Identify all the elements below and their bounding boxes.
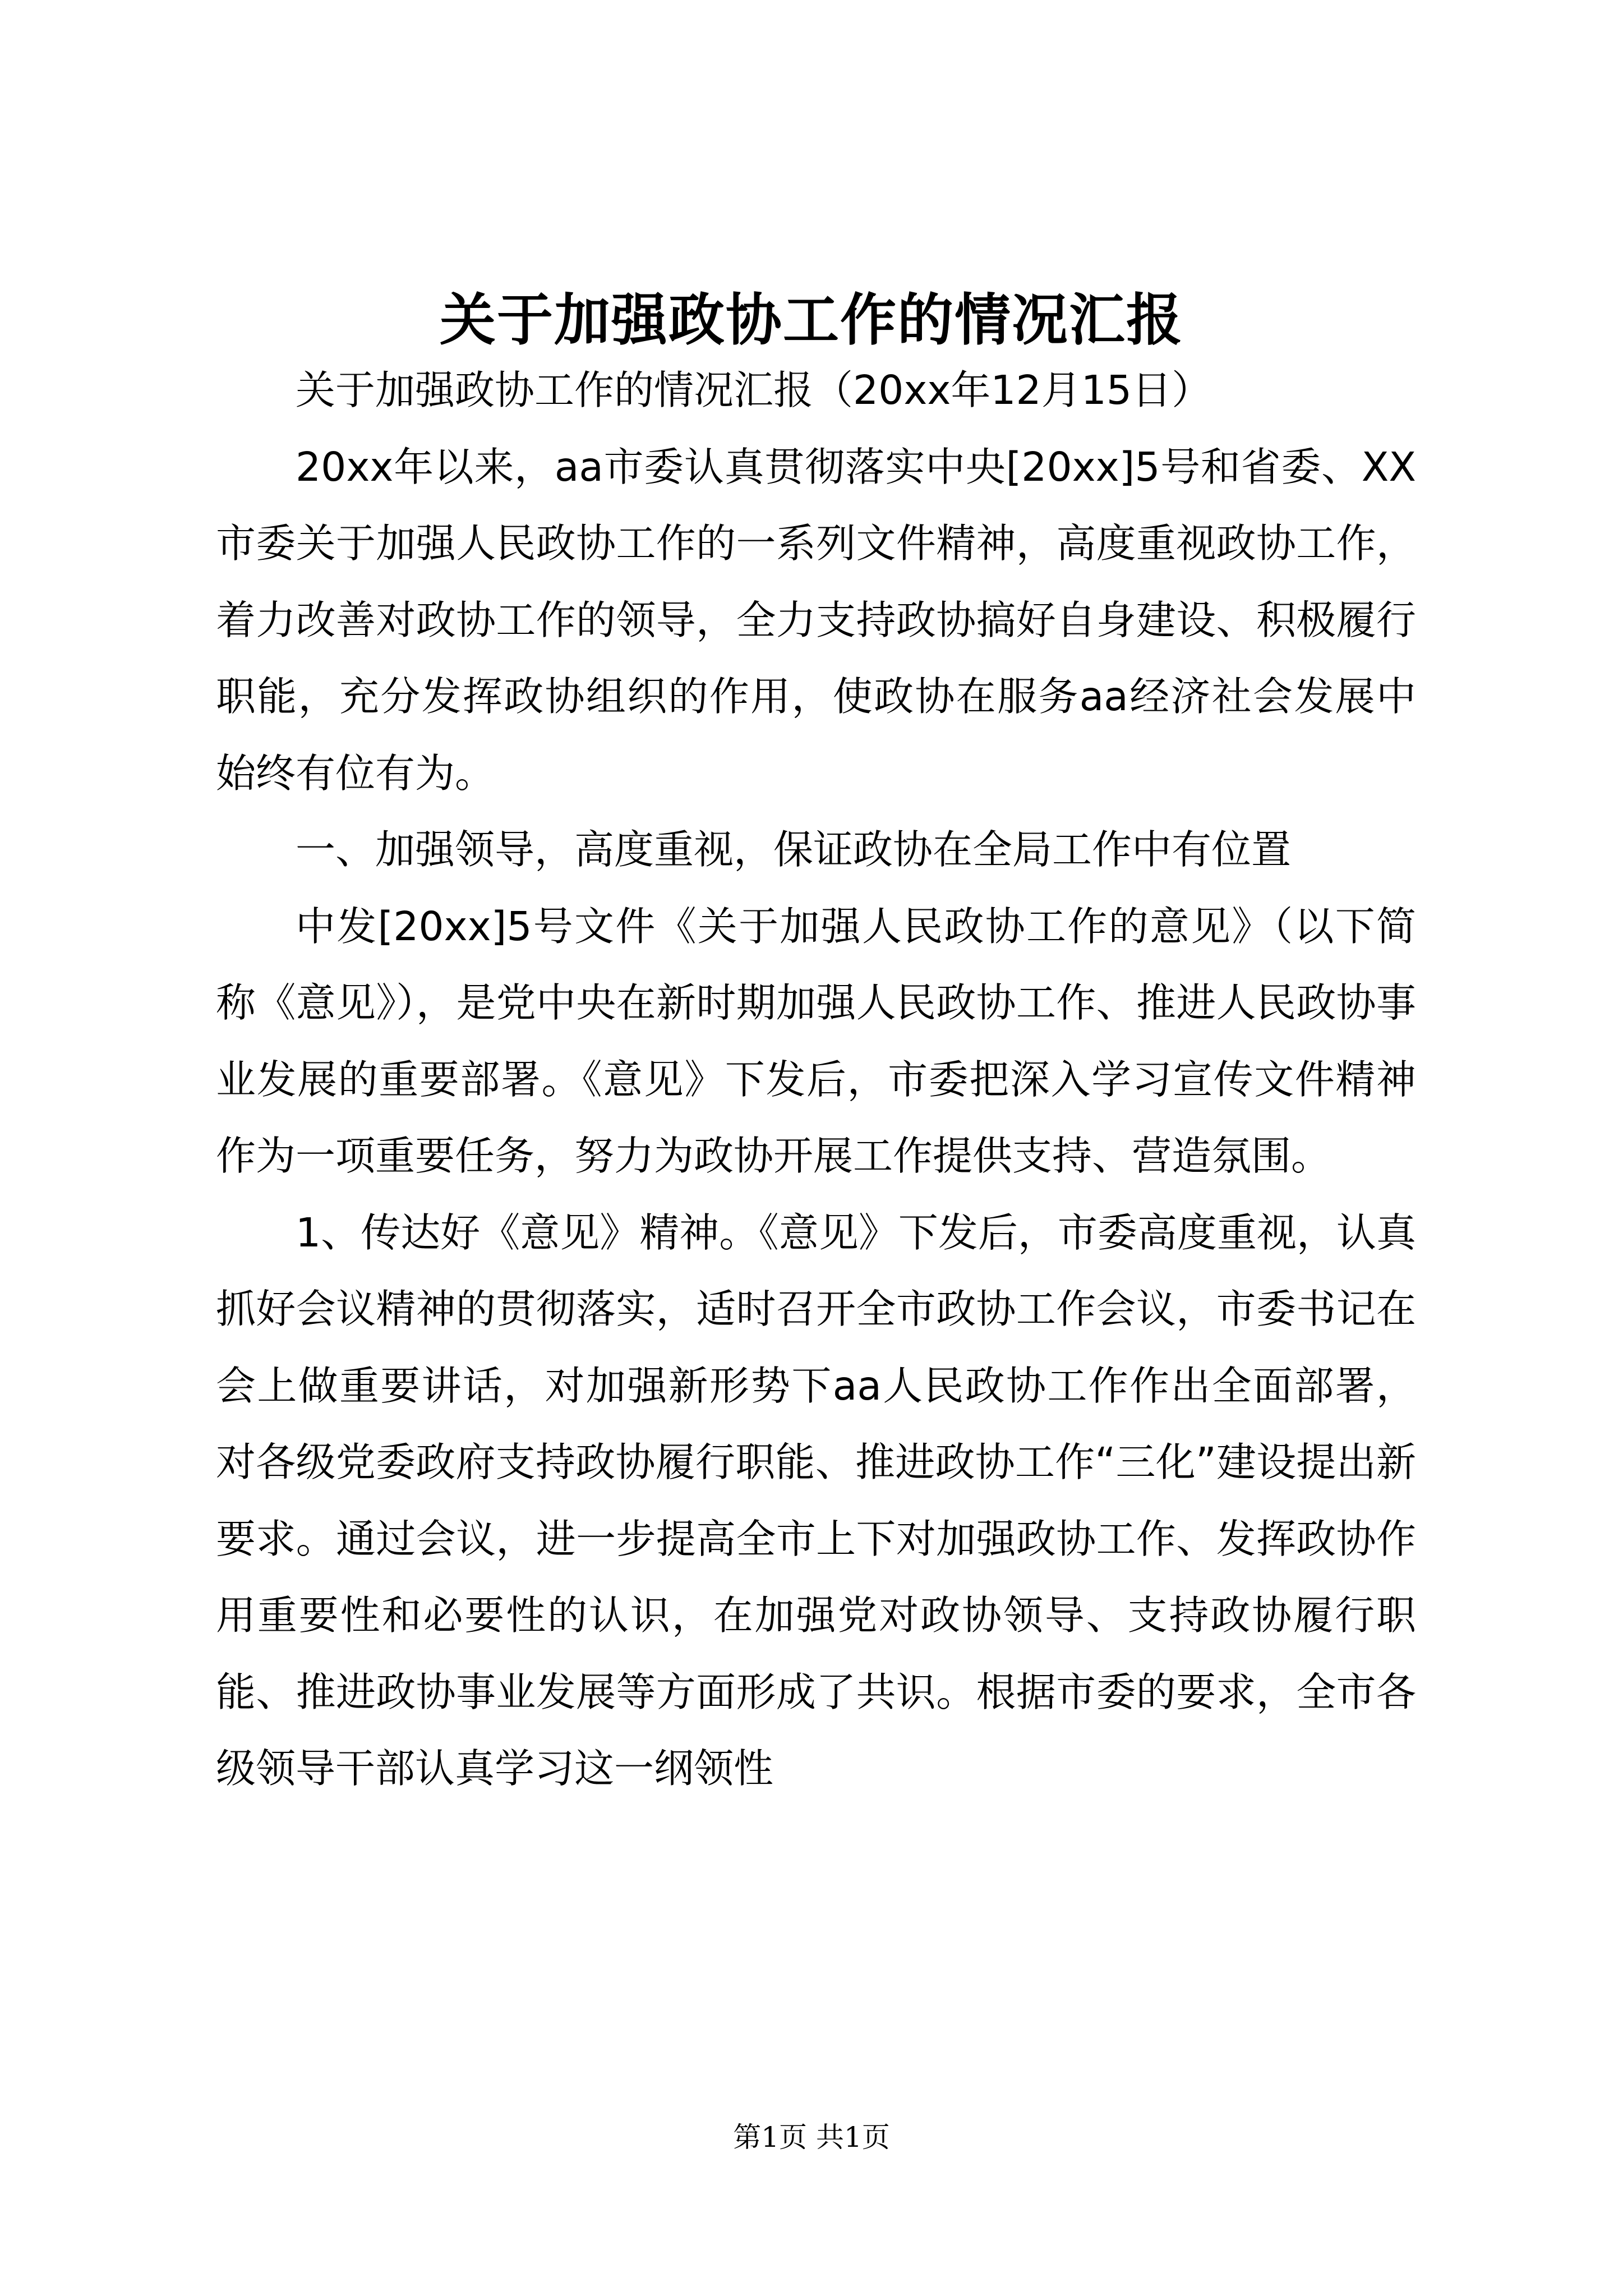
body-paragraph: 中发[20xx]5号文件《关于加强人民政协工作的意见》（以下简称《意见》），是党中央在新时期加强人民政协工作、推进人民政协事业发展的重要部署。《意见》下发后，市委把深入学习宣传文件精神作为一项重要任务，努力为政协开展工作提供支持、营造氛围。 [216, 903, 1416, 1179]
body-paragraph: 20xx年以来，aa市委认真贯彻落实中央[20xx]5号和省委、XX市委关于加强人民政协工作的一系列文件精神，高度重视政协工作，着力改善对政协工作的领导，全力支持政协搞好自身建设、积极履行职能，充分发挥政协组织的作用，使政协在服务aa经济社会发展中始终有位有为。 [216, 443, 1416, 797]
document-title: 关于加强政协工作的情况汇报 [440, 287, 1183, 353]
subtitle-paragraph: 关于加强政协工作的情况汇报（20xx年12月15日） [296, 367, 1212, 413]
document-body [216, 352, 1416, 1807]
section-heading: 一、加强领导，高度重视，保证政协在全局工作中有位置 [296, 826, 1292, 873]
body-paragraph: 1、传达好《意见》精神。《意见》下发后，市委高度重视，认真抓好会议精神的贯彻落实，适时召开全市政协工作会议，市委书记在会上做重要讲话，对加强新形势下aa人民政协工作作出全面部署，对各级党委政府支持政协履行职能、推进政协工作“三化”建设提出新要求。通过会议，进一步提高全市上下对加强政协工作、发挥政协作用重要性和必要性的认识，在加强党对政协领导、支持政协履行职能、推进政协事业发展等方面形成了共识。根据市委的要求，全市各级领导干部认真学习这一纲领性 [216, 1209, 1416, 1792]
page-footer: 第1页 共1页 [733, 2121, 890, 2154]
